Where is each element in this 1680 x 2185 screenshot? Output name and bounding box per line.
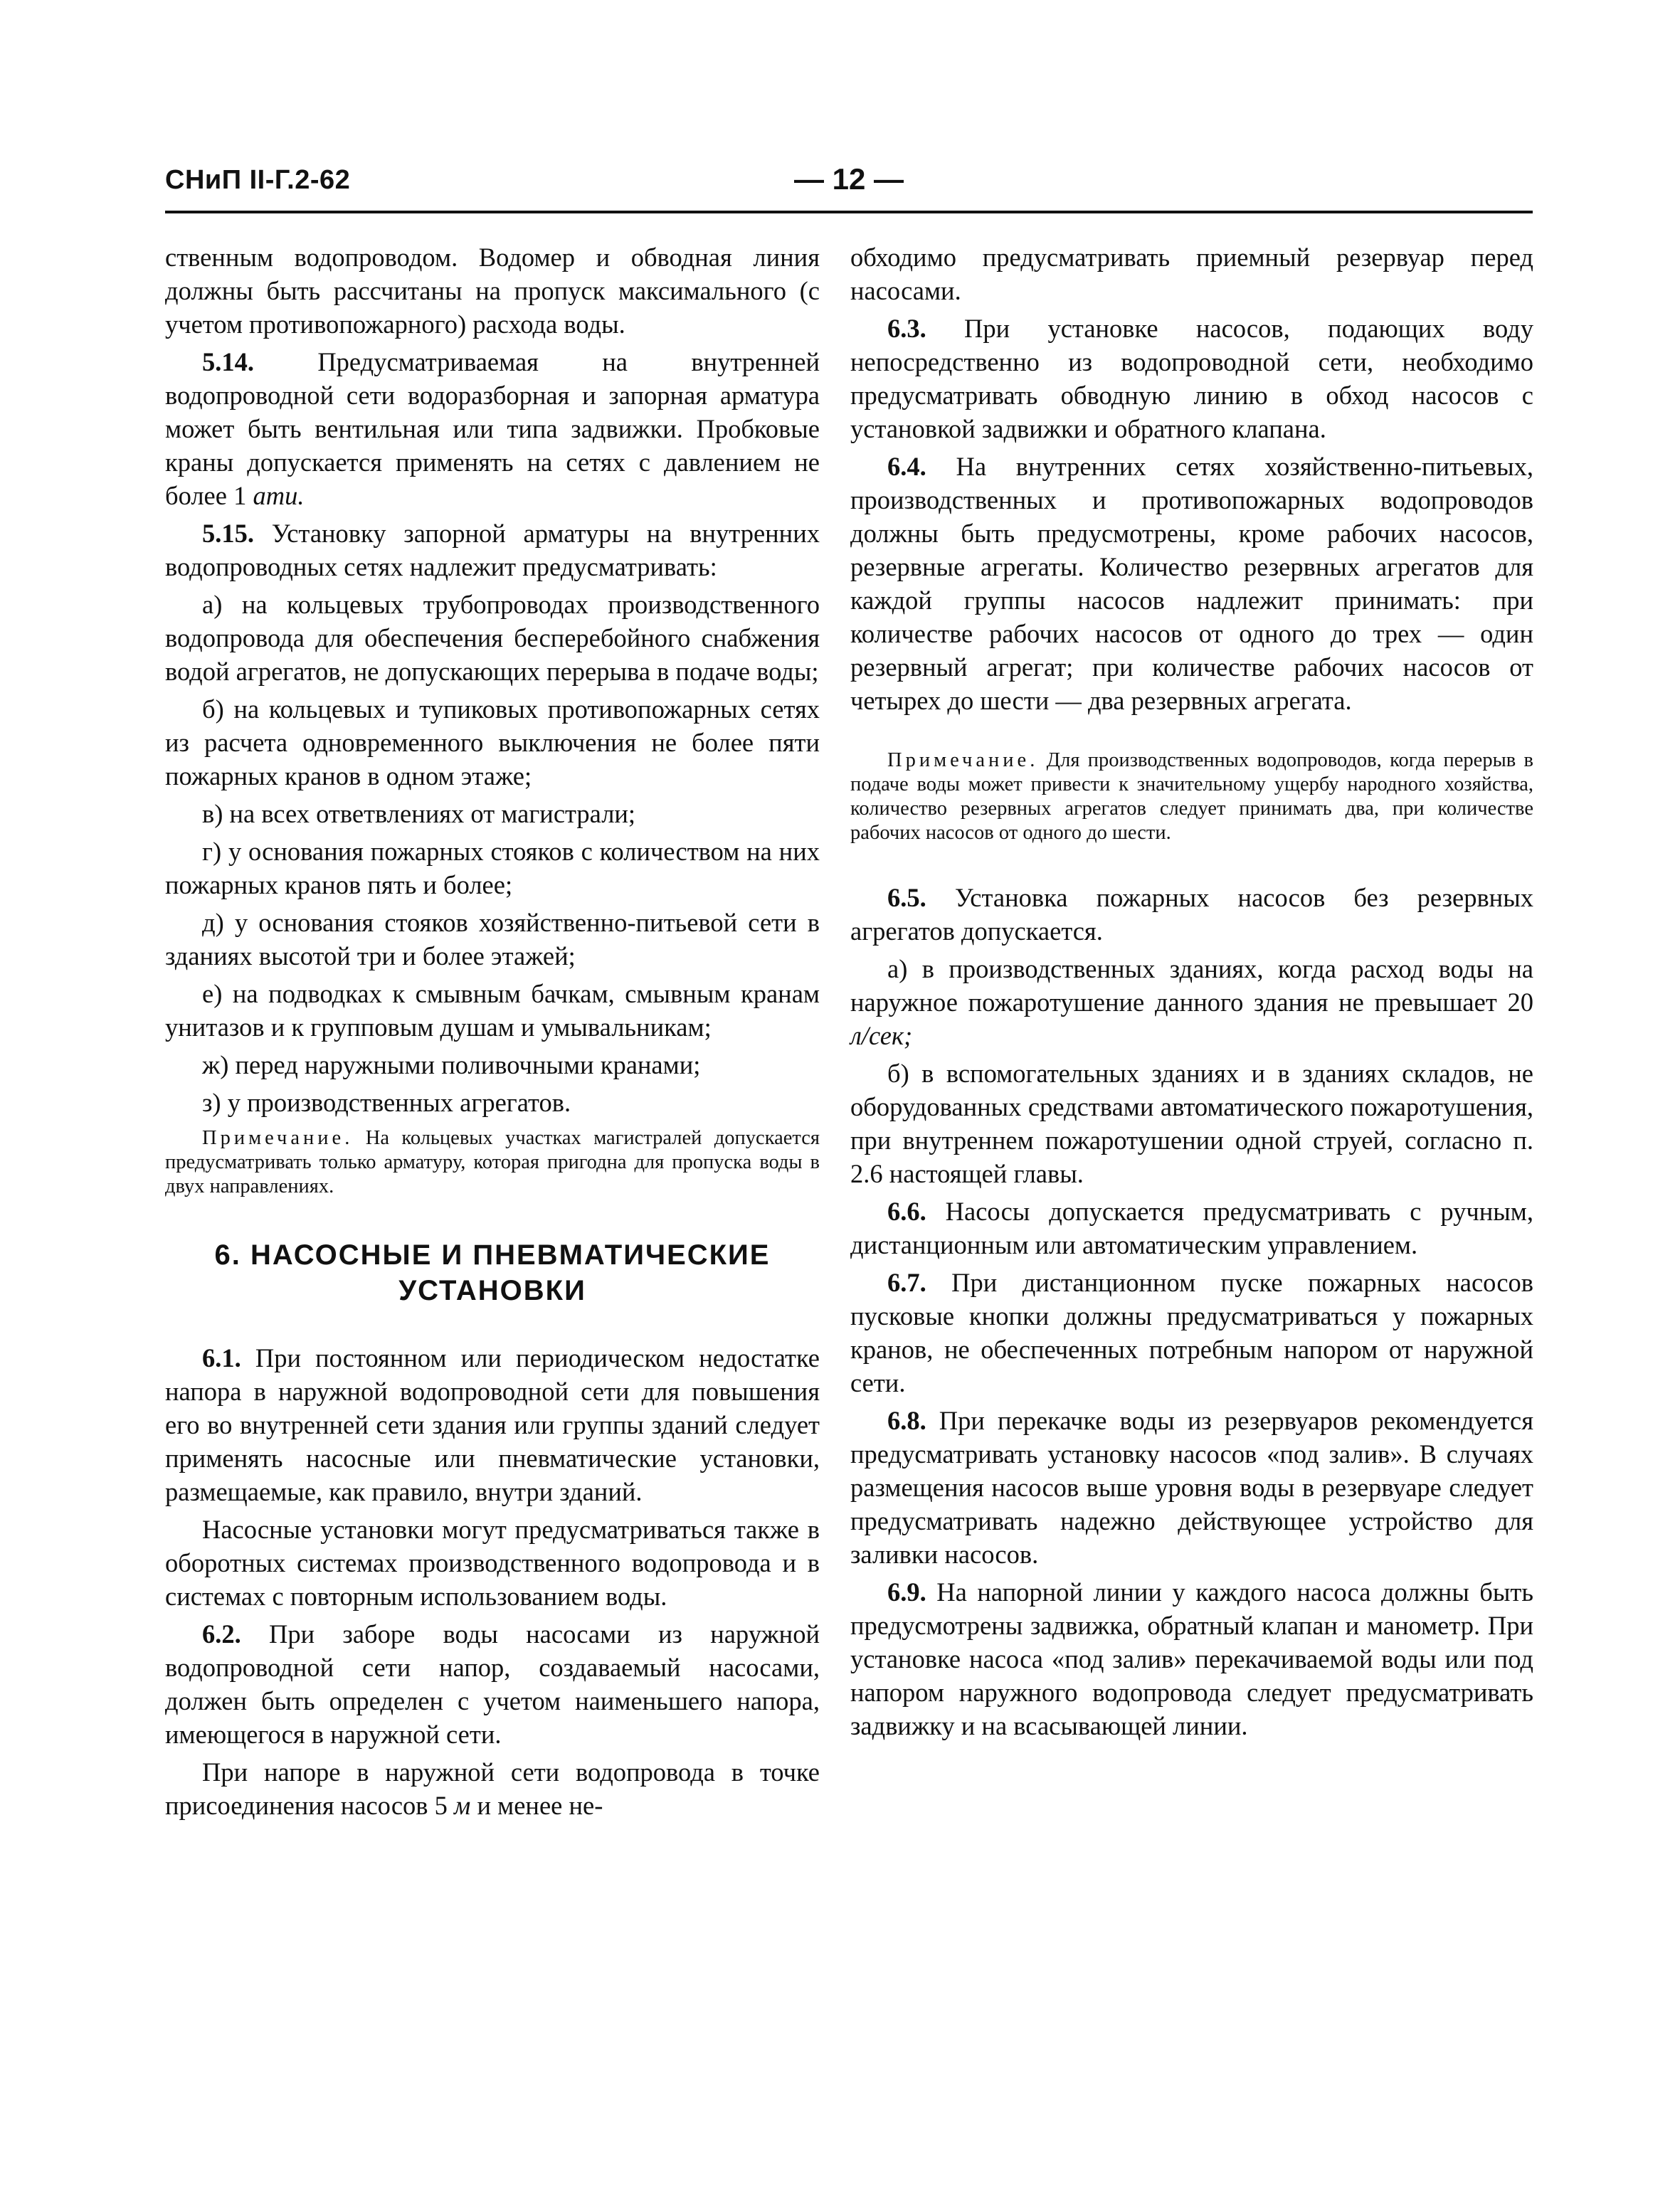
clause-number: 6.3. (887, 314, 926, 343)
page-header (165, 161, 1533, 213)
text: а) в производственных зданиях, когда расход воды на наружное пожаротушение данного здания не превышает 20 (850, 954, 1533, 1017)
clause-6-6 (850, 1195, 1533, 1261)
clause-6-7 (850, 1266, 1533, 1400)
list-item: г) у основания пожарных стояков с количеством на них пожарных кранов пять и более; (165, 837, 820, 899)
clause-number: 6.7. (887, 1268, 926, 1297)
text: При напоре в наружной сети водопровода в точке присоединения насосов 5 (165, 1757, 820, 1820)
clause-5-15 (165, 517, 820, 583)
clause-number: 6.6. (887, 1197, 926, 1226)
list-item: а) на кольцевых трубопроводах производственного водопровода для обеспечения бесперебойного снабжения водой агрегатов, не допускающих перерыва в подаче воды; (165, 590, 820, 686)
note-label: Примечание. (887, 749, 1039, 771)
clause-number: 5.15. (202, 519, 254, 548)
spacer (850, 721, 1533, 741)
clause-number: 6.4. (887, 452, 926, 481)
unit: ати. (253, 481, 305, 510)
clause-number: 6.1. (202, 1343, 241, 1372)
clause-text: Установка пожарных насосов без резервных агрегатов допускается. (850, 883, 1533, 946)
note-label: Примечание. (202, 1127, 354, 1149)
clause-6-2 (165, 1617, 820, 1751)
clause-number: 6.9. (887, 1577, 926, 1607)
clause-number: 5.14. (202, 347, 254, 376)
list-item: в) на всех ответвлениях от магистрали; (202, 799, 636, 828)
right-column (850, 240, 1533, 1747)
text: и менее не- (470, 1791, 603, 1820)
list-item: з) у производственных агрегатов. (202, 1088, 571, 1117)
paragraph: обходимо предусматривать приемный резервуар перед насосами. (850, 243, 1533, 305)
clause-text: На внутренних сетях хозяйственно-питьевых, производственных и противопожарных водопроводов должны быть предусмотрены, кроме рабочих насосов, резервные агрегаты. Количество резервных агрегатов для каждой группы насосов надлежит принимать: при количестве рабочих насосов от одного до трех — один резервный агрегат; при количестве рабочих насосов от четырех до шести — два резервных агрегата. (850, 452, 1533, 715)
list-item (850, 952, 1533, 1052)
unit: л/сек; (850, 1021, 913, 1050)
clause-6-1 (165, 1341, 820, 1508)
list-item: б) в вспомогательных зданиях и в зданиях складов, не оборудованных средствами автоматического пожаротушения, при внутреннем пожаротушении одной струей, согласно п. 2.6 настоящей главы. (850, 1059, 1533, 1188)
list-item: ж) перед наружными поливочными кранами; (202, 1050, 701, 1079)
note (165, 1126, 820, 1199)
clause-6-9 (850, 1575, 1533, 1742)
clause-6-5 (850, 881, 1533, 948)
clause-6-4 (850, 450, 1533, 717)
paragraph (165, 1755, 820, 1822)
note-text: На кольцевых участках магистралей допускается предусматривать только арматуру, которая пригодна для пропуска воды в двух направлениях. (165, 1127, 820, 1197)
clause-text: Насосы допускается предусматривать с ручным, дистанционным или автоматическим управлением. (850, 1197, 1533, 1259)
clause-5-14 (165, 345, 820, 512)
section-title-line: 6. НАСОСНЫЕ И ПНЕВМАТИЧЕСКИЕ (214, 1239, 771, 1271)
clause-6-8 (850, 1404, 1533, 1571)
clause-number: 6.5. (887, 883, 926, 912)
clause-number: 6.8. (887, 1406, 926, 1435)
section-title-line: УСТАНОВКИ (398, 1275, 586, 1306)
clause-text: Предусматриваемая на внутренней водопроводной сети водоразборная и запорная арматура может быть вентильная или типа задвижки. Пробковые краны допускается применять на сетях с давлением не более 1 (165, 347, 820, 510)
clause-text: Установку запорной арматуры на внутренних водопроводных сетях надлежит предусматривать: (165, 519, 820, 581)
paragraph: ственным водопроводом. Водомер и обводная линия должны быть рассчитаны на пропуск максимального (с учетом противопожарного) расхода воды. (165, 243, 820, 339)
note (850, 748, 1533, 845)
page-number: — 12 — (793, 162, 904, 196)
clause-text: При постоянном или периодическом недостатке напора в наружной водопроводной сети для повышения его во внутренней сети здания или группы зданий следует применять насосные или пневматические установки, размещаемые, как правило, внутри зданий. (165, 1343, 820, 1506)
clause-text: На напорной линии у каждого насоса должны быть предусмотрены задвижка, обратный клапан и манометр. При установке насоса «под залив» перекачиваемой воды или под напором наружного водопровода следует предусматривать задвижку и на всасывающей линии. (850, 1577, 1533, 1740)
document-code: СНиП II-Г.2-62 (165, 165, 351, 195)
section-title (165, 1237, 820, 1308)
list-item: е) на подводках к смывным бачкам, смывным кранам унитазов и к групповым душам и умывальникам; (165, 979, 820, 1042)
clause-text: При дистанционном пуске пожарных насосов пусковые кнопки должны предусматриваться у пожарных кранов, не обеспеченных потребным напором от наружной сети. (850, 1268, 1533, 1397)
clause-number: 6.2. (202, 1619, 241, 1649)
left-column (165, 240, 820, 1826)
paragraph: Насосные установки могут предусматриваться также в оборотных системах производственного водопровода и в системах с повторным использованием воды. (165, 1515, 820, 1611)
unit: м (454, 1791, 471, 1820)
note-text: Для производственных водопроводов, когда перерыв в подаче воды может привести к значительному ущербу народного хозяйства, количество резервных агрегатов следует принимать два, при количестве рабочих насосов от одного до шести. (850, 749, 1533, 844)
spacer (850, 852, 1533, 881)
list-item: д) у основания стояков хозяйственно-питьевой сети в зданиях высотой три и более этажей; (165, 908, 820, 970)
clause-text: При перекачке воды из резервуаров рекомендуется предусматривать установку насосов «под залив». В случаях размещения насосов выше уровня воды в резервуаре следует предусматривать надежно действующее устройство для заливки насосов. (850, 1406, 1533, 1569)
clause-text: При установке насосов, подающих воду непосредственно из водопроводной сети, необходимо предусматривать обводную линию в обход насосов с установкой задвижки и обратного клапана. (850, 314, 1533, 443)
clause-text: При заборе воды насосами из наружной водопроводной сети напор, создаваемый насосами, должен быть определен с учетом наименьшего напора, имеющегося в наружной сети. (165, 1619, 820, 1749)
list-item: б) на кольцевых и тупиковых противопожарных сетях из расчета одновременного выключения не более пяти пожарных кранов в одном этаже; (165, 694, 820, 790)
clause-6-3 (850, 312, 1533, 445)
